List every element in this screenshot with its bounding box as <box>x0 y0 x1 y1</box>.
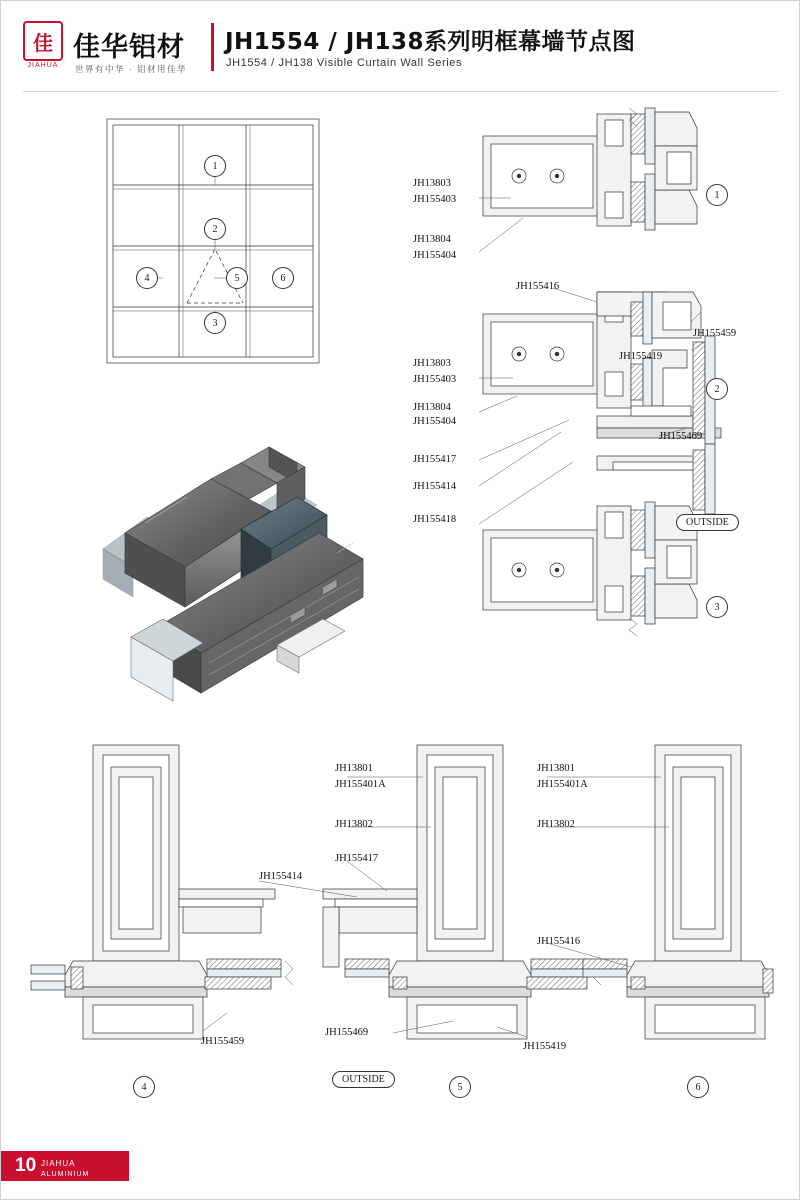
detail-callout-5[interactable]: 5 <box>449 1076 471 1098</box>
keyplan-marker-2[interactable]: 2 <box>204 218 226 240</box>
detail-2-drawing <box>483 292 721 514</box>
page-number: 10 <box>15 1155 37 1176</box>
label-jh13803-d1: JH13803 <box>413 178 451 189</box>
label-jh155403-d2: JH155403 <box>413 374 457 385</box>
isometric-assembly-render <box>91 401 381 731</box>
header-rule <box>23 91 779 92</box>
label-jh155414-d4: JH155414 <box>259 871 303 882</box>
page-header <box>1 1 800 93</box>
page-subtitle: JH1554 / JH138 Visible Curtain Wall Series <box>226 57 463 69</box>
brand-logo <box>23 19 203 81</box>
detail-1-drawing <box>483 108 697 230</box>
label-jh155401a-d5: JH155401A <box>335 779 386 790</box>
keyplan-marker-6[interactable]: 6 <box>272 267 294 289</box>
label-jh155417-d2: JH155417 <box>413 454 457 465</box>
page-footer <box>1 1143 800 1199</box>
detail-callout-1[interactable]: 1 <box>706 184 728 206</box>
outside-label-bottom: OUTSIDE <box>332 1071 395 1088</box>
label-jh155469-d2: JH155469 <box>659 431 703 442</box>
label-jh155459-d4: JH155459 <box>201 1036 245 1047</box>
outside-label-right: OUTSIDE <box>676 514 739 531</box>
brand-slogan: 世界有中华 · 铝材用佳华 <box>75 64 188 74</box>
label-jh155404-d2: JH155404 <box>413 416 457 427</box>
detail-callout-3[interactable]: 3 <box>706 596 728 618</box>
label-jh13804-d1: JH13804 <box>413 234 451 245</box>
logo-shield-icon <box>23 21 67 69</box>
label-jh155404-d1: JH155404 <box>413 250 457 261</box>
details-bottom-row <box>27 731 775 1111</box>
detail-callout-4[interactable]: 4 <box>133 1076 155 1098</box>
detail-6-drawing <box>583 745 773 1039</box>
label-jh155419-d2: JH155419 <box>619 351 663 362</box>
keyplan-marker-5[interactable]: 5 <box>226 267 248 289</box>
logo-badge-sub: JIAHUA <box>27 62 59 69</box>
keyplan-marker-4[interactable]: 4 <box>136 267 158 289</box>
brand-name-cn: 佳华铝材 <box>73 32 185 63</box>
label-jh13803-d2: JH13803 <box>413 358 451 369</box>
label-jh155401a-d6: JH155401A <box>537 779 588 790</box>
key-plan-elevation <box>101 113 331 373</box>
label-jh155469-d5: JH155469 <box>325 1027 369 1038</box>
label-jh155417-d5: JH155417 <box>335 853 379 864</box>
detail-3-drawing <box>483 502 697 636</box>
keyplan-marker-3[interactable]: 3 <box>204 312 226 334</box>
logo-badge-text: 佳 <box>23 21 63 61</box>
keyplan-marker-1[interactable]: 1 <box>204 155 226 177</box>
label-jh155418-d2: JH155418 <box>413 514 457 525</box>
detail-4-drawing <box>31 745 293 1039</box>
label-jh155403-d1: JH155403 <box>413 194 457 205</box>
footer-brand-line2: ALUMINIUM <box>41 1171 90 1178</box>
detail-callout-6[interactable]: 6 <box>687 1076 709 1098</box>
label-jh13802-d6: JH13802 <box>537 819 575 830</box>
label-jh13802-d5: JH13802 <box>335 819 373 830</box>
label-jh155419-d5: JH155419 <box>523 1041 567 1052</box>
label-jh155414-d2: JH155414 <box>413 481 457 492</box>
label-jh155416-d2: JH155416 <box>516 281 560 292</box>
label-jh13801-d5: JH13801 <box>335 763 373 774</box>
label-jh13804-d2: JH13804 <box>413 402 451 413</box>
label-jh155459-d2: JH155459 <box>693 328 737 339</box>
details-right-column <box>401 106 781 726</box>
header-divider <box>211 23 214 71</box>
label-jh13801-d6: JH13801 <box>537 763 575 774</box>
page-title: JH1554 / JH138系列明框幕墙节点图 <box>225 29 636 55</box>
detail-callout-2[interactable]: 2 <box>706 378 728 400</box>
footer-brand-line1: JIAHUA <box>41 1159 76 1168</box>
label-jh155416-d6: JH155416 <box>537 936 581 947</box>
